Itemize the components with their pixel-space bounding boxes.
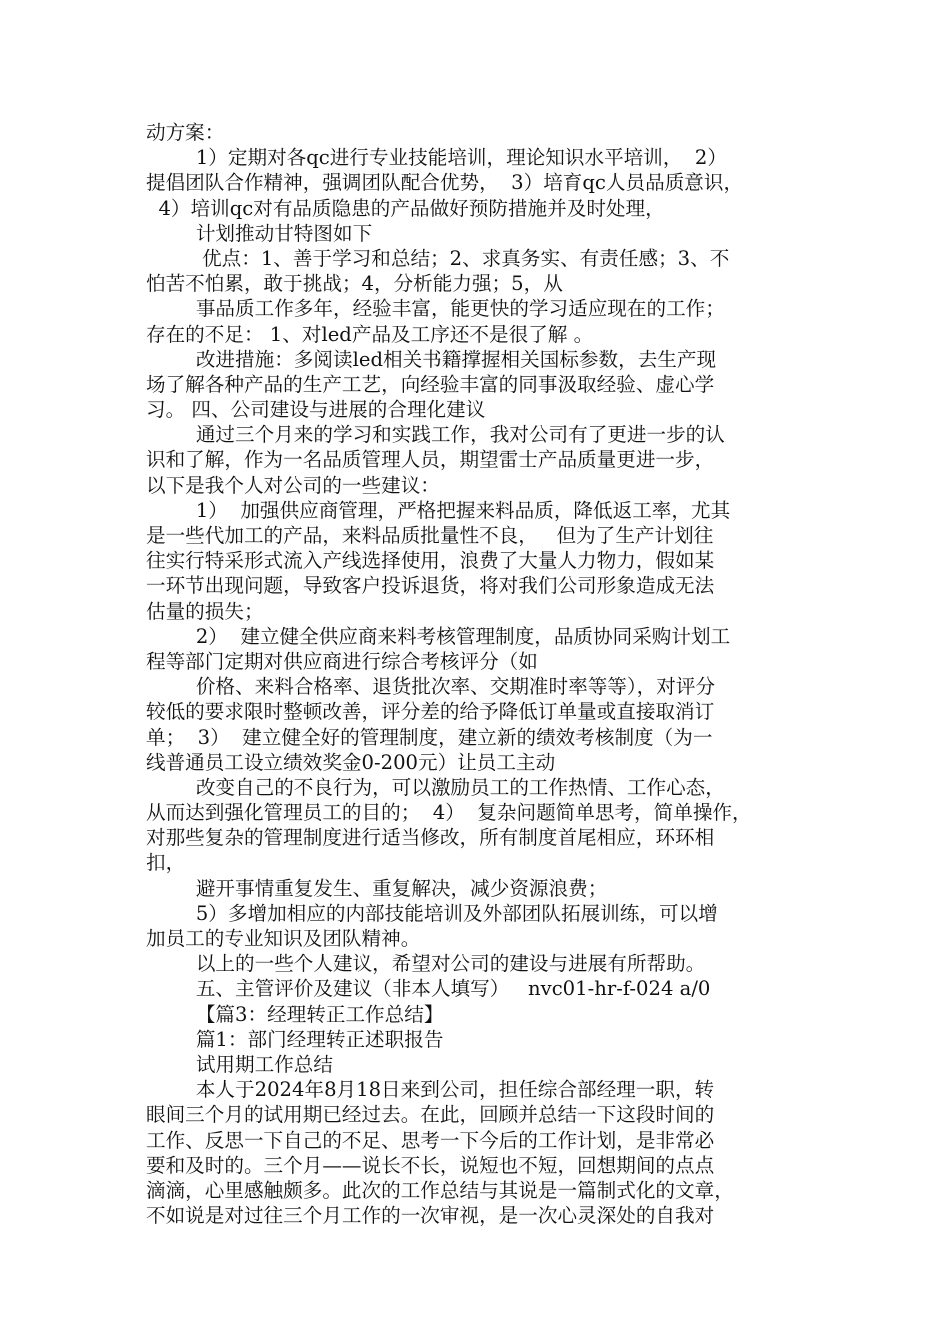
text-line: 工作、反思一下自己的不足、思考一下今后的工作计划，是非常必 [146,1128,715,1152]
text-line: 往实行特采形式流入产线选择使用，浪费了大量人力物力，假如某 [146,549,715,573]
text-line: 滴滴，心里感触颇多。此次的工作总结与其说是一篇制式化的文章， [146,1178,734,1202]
text-line: 优点：1、善于学习和总结；2、求真务实、有责任感；3、不 [146,246,730,270]
text-line: 较低的要求限时整顿改善，评分差的给予降低订单量或直接取消订 [146,700,715,724]
text-line: 提倡团队合作精神，强调团队配合优势， 3）培育qc人员品质意识， [146,171,744,195]
text-line: 程等部门定期对供应商进行综合考核评分（如 [146,649,538,673]
text-line: 计划推动甘特图如下 [146,221,373,245]
text-line: 扣， [146,851,186,875]
text-line: 动方案： [146,121,225,144]
text-line: 篇1：部门经理转正述职报告 [146,1027,444,1051]
text-line: 不如说是对过往三个月工作的一次审视，是一次心灵深处的自我对 [146,1204,715,1228]
text-line: 本人于2024年8月18日来到公司，担任综合部经理一职，转 [146,1078,715,1102]
text-line: 2） 建立健全供应商来料考核管理制度，品质协同采购计划工 [146,624,731,648]
text-line: 1）定期对各qc进行专业技能培训，理论知识水平培训， 2） [146,146,727,170]
text-line: 识和了解，作为一名品质管理人员，期望雷士产品质量更进一步， [146,448,715,472]
text-line: 5）多增加相应的内部技能培训及外部团队拓展训练，可以增 [146,901,718,925]
text-line: 1） 加强供应商管理，严格把握来料品质，降低返工率，尤其 [146,498,731,522]
text-line: 眼间三个月的试用期已经过去。在此，回顾并总结一下这段时间的 [146,1103,715,1127]
text-line: 加员工的专业知识及团队精神。 [146,927,421,950]
text-line: 对那些复杂的管理制度进行适当修改，所有制度首尾相应，环环相 [146,826,715,850]
text-line: 通过三个月来的学习和实践工作，我对公司有了更进一步的认 [146,423,725,447]
text-line: 五、主管评价及建议（非本人填写） nvc01-hr-f-024 a/0 [146,977,711,1001]
text-line: 一环节出现问题，导致客户投诉退货，将对我们公司形象造成无法 [146,574,715,598]
text-line: 4）培训qc对有品质隐患的产品做好预防措施并及时处理， [146,196,665,220]
text-line: 是一些代加工的产品，来料品质批量性不良， 但为了生产计划往 [146,524,714,547]
text-line: 改进措施：多阅读led相关书籍撑握相关国标参数，去生产现 [146,347,717,371]
text-line: 存在的不足： 1、对led产品及工序还不是很了解 。 [146,322,594,346]
text-line: 线普通员工设立绩效奖金0-200元）让员工主动 [146,750,556,774]
text-line: 从而达到强化管理员工的目的； 4） 复杂问题简单思考，简单操作， [146,801,752,825]
text-line: 价格、来料合格率、退货批次率、交期准时率等等），对评分 [146,675,716,699]
text-line: 单； 3） 建立健全好的管理制度，建立新的绩效考核制度（为一 [146,725,713,749]
text-line: 避开事情重复发生、重复解决，减少资源浪费； [146,876,608,900]
text-line: 场了解各种产品的生产工艺，向经验丰富的同事汲取经验、虚心学 [146,372,715,396]
text-line: 怕苦不怕累，敢于挑战；4，分析能力强；5，从 [146,272,563,296]
text-line: 改变自己的不良行为，可以激励员工的工作热情、工作心态， [146,775,725,799]
text-line: 事品质工作多年，经验丰富，能更快的学习适应现在的工作； [146,297,725,321]
document-body [146,120,826,1228]
text-line: 估量的损失； [146,599,264,623]
text-line: 要和及时的。三个月——说长不长，说短也不短，回想期间的点点 [146,1153,715,1177]
text-line: 以下是我个人对公司的一些建议： [146,473,440,497]
text-line: 习。 四、公司建设与进展的合理化建议 [146,398,486,422]
text-line: 试用期工作总结 [146,1052,333,1076]
text-line: 【篇3：经理转正工作总结】 [146,1002,444,1026]
text-line: 以上的一些个人建议，希望对公司的建设与进展有所帮助。 [146,952,706,976]
